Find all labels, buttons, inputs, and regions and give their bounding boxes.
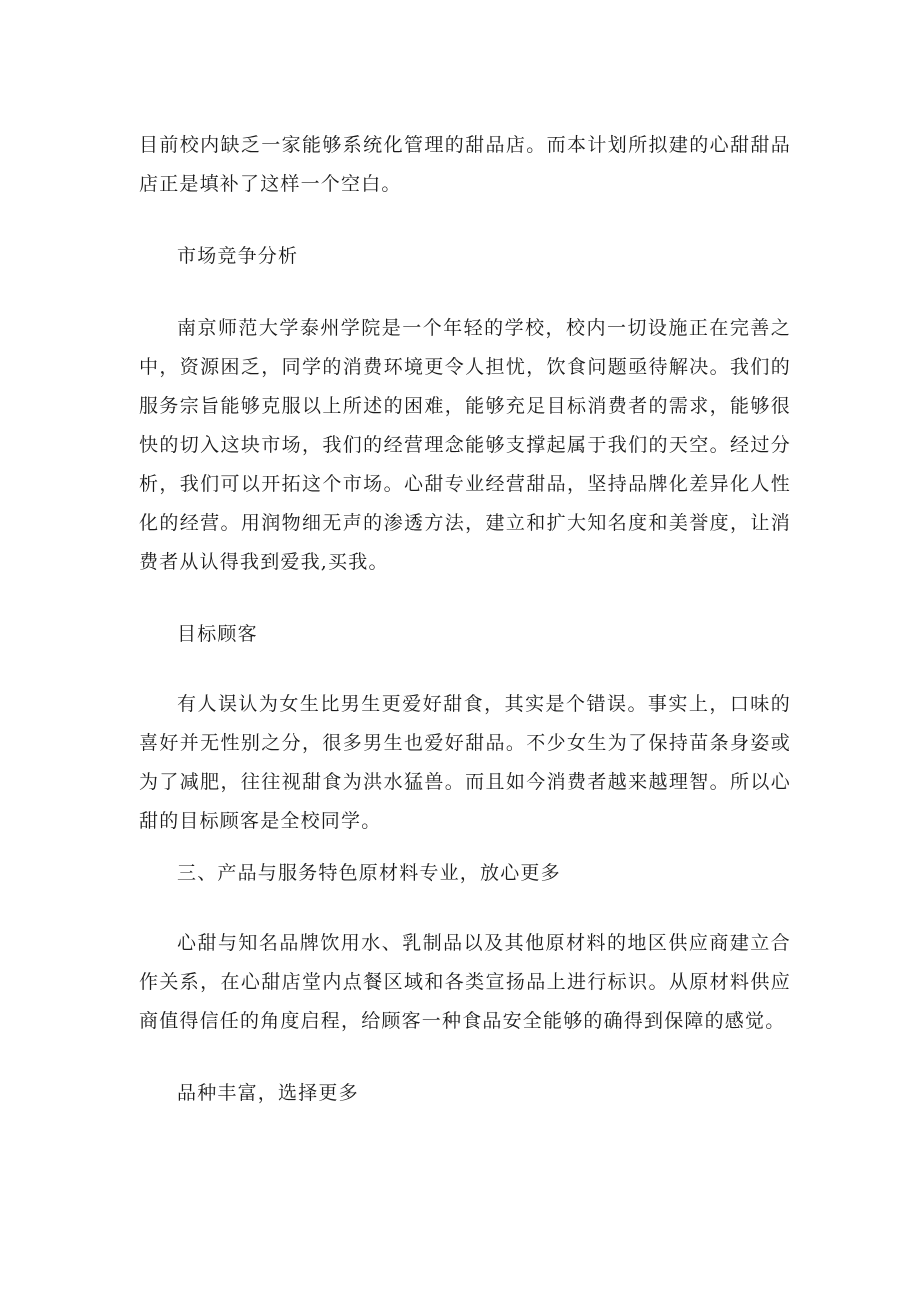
market-analysis-heading: 市场竞争分析 (177, 245, 299, 267)
target-customer-paragraph: 有人误认为女生比男生更爱好甜食，其实是个错误。事实上，口味的喜好并无性别之分，很多男生也爱好甜品。不少女生为了保持苗条身姿或为了减肥，往往视甜食为洪水猛兽。而且如今消费者越来越理智。所以心甜的目标顾客是全校同学。 (139, 693, 791, 832)
product-service-paragraph: 心甜与知名品牌饮用水、乳制品以及其他原材料的地区供应商建立合作关系，在心甜店堂内点餐区域和各类宣扬品上进行标识。从原材料供应商值得信任的角度启程，给顾客一种食品安全能够的确得到保障的感觉。 (139, 932, 791, 1032)
intro-paragraph: 目前校内缺乏一家能够系统化管理的甜品店。而本计划所拟建的心甜甜品店正是填补了这样一个空白。 (139, 134, 791, 195)
product-service-heading: 三、产品与服务特色原材料专业，放心更多 (177, 862, 561, 884)
variety-heading: 品种丰富，选择更多 (177, 1082, 359, 1104)
market-analysis-paragraph: 南京师范大学泰州学院是一个年轻的学校，校内一切设施正在完善之中，资源困乏，同学的消费环境更令人担忧，饮食问题亟待解决。我们的服务宗旨能够克服以上所述的困难，能够充足目标消费者的需求，能够很快的切入这块市场，我们的经营理念能够支撑起属于我们的天空。经过分析，我们可以开拓这个市场。心甜专业经营甜品，坚持品牌化差异化人性化的经营。用润物细无声的渗透方法，建立和扩大知名度和美誉度，让消费者从认得我到爱我,买我。 (139, 317, 791, 573)
document-page (139, 126, 791, 1113)
target-customer-heading: 目标顾客 (177, 623, 258, 645)
